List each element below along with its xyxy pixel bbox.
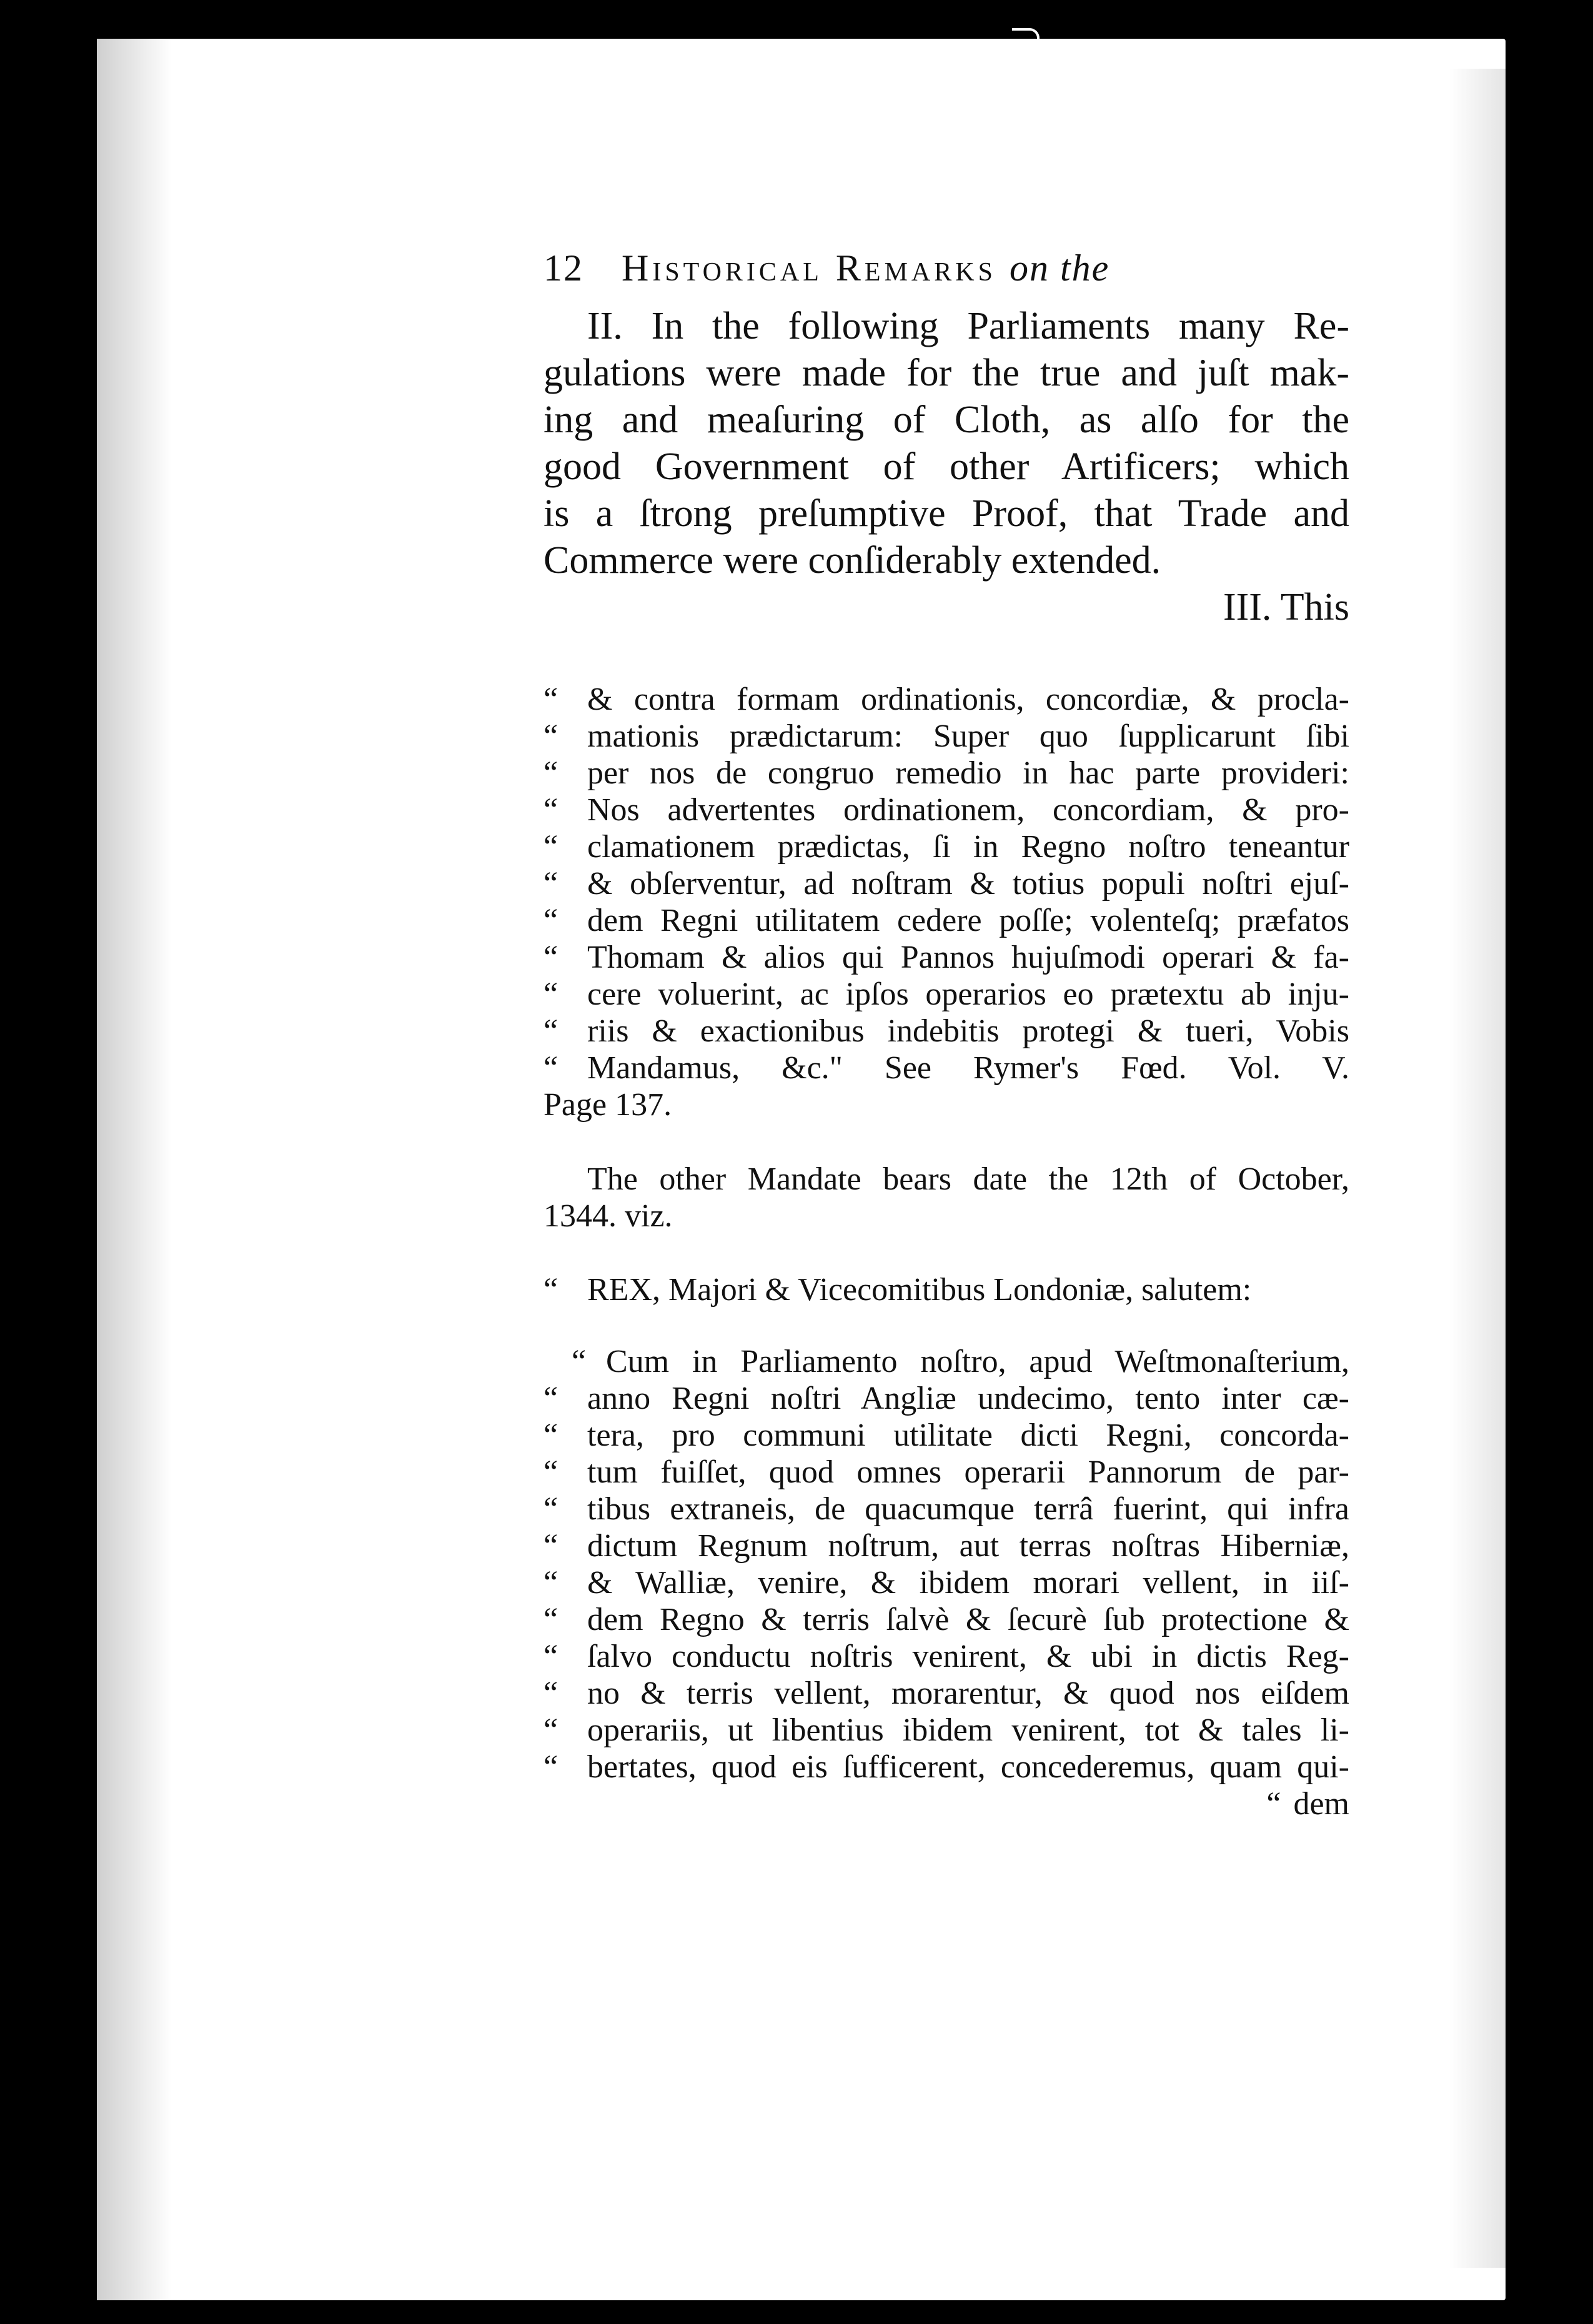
section-ii-line: ing and meaſuring of Cloth, as alſo for the (543, 399, 1349, 441)
quote-line: “ Thomam & alios qui Pannos hujuſmodi operari & fa- (543, 940, 1349, 975)
page-number: 12 (543, 247, 583, 289)
page-reference: Page 137. (543, 1087, 672, 1123)
quote-line: “ dem Regni utilitatem cedere poſſe; volenteſq; præfatos (543, 903, 1349, 938)
footnote-quote-2 (543, 1343, 1349, 1822)
scan-corner-mark (1012, 28, 1040, 42)
mandate-line: The other Mandate bears date the 12th of October, (587, 1161, 1349, 1197)
section-ii-line: gulations were made for the true and juſt mak- (543, 352, 1349, 394)
quote-line: “ bertates, quod eis ſufficerent, concederemus, quam qui- (543, 1749, 1349, 1785)
quote-line: “ cere voluerint, ac ipſos operarios eo prætextu ab inju- (543, 976, 1349, 1012)
quote-line: “ tum fuiſſet, quod omnes operarii Pannorum de par- (543, 1454, 1349, 1490)
page-gutter-shadow (97, 39, 172, 2300)
catchword: “ dem (1266, 1786, 1349, 1822)
quote-line: “ clamationem prædictas, ſi in Regno noſtro teneantur (543, 829, 1349, 865)
mandate-line: 1344. viz. (543, 1198, 673, 1234)
quote-line: “ & contra formam ordinationis, concordiæ, & procla- (543, 682, 1349, 717)
quote-line: “ tibus extraneis, de quacumque terrâ fuerint, qui infra (543, 1491, 1349, 1527)
quote-line: “ Nos advertentes ordinationem, concordiam, & pro- (543, 792, 1349, 828)
quote-line: “ riis & exactionibus indebitis protegi & tueri, Vobis (543, 1013, 1349, 1049)
running-title-tail: on the (1009, 247, 1110, 289)
section-ii-line: is a ſtrong preſumptive Proof, that Trade and (543, 492, 1349, 535)
footnote-quote-1 (543, 681, 1349, 1123)
quote-line: “ dem Regno & terris ſalvè & ſecurè ſub protectione & (543, 1602, 1349, 1637)
page-edge (1449, 69, 1506, 2268)
mandate-intro (543, 1161, 1349, 1234)
running-header (543, 247, 1349, 297)
quote-line: “ ſalvo conductu noſtris venirent, & ubi in dictis Reg- (543, 1639, 1349, 1674)
quote-line: “ operariis, ut libentius ibidem venirent, tot & tales li- (543, 1712, 1349, 1748)
quote-line: “ no & terris vellent, morarentur, & quod nos eiſdem (543, 1676, 1349, 1711)
section-ii-line: Commerce were conſiderably extended. (543, 539, 1161, 582)
section-ii-line: II. In the following Parliaments many Re- (587, 305, 1349, 347)
quote-line: “ per nos de congruo remedio in hac parte provideri: (543, 755, 1349, 791)
section-ii-paragraph (543, 303, 1349, 631)
running-title: Historical Remarks on the (622, 247, 1110, 289)
quote-line: “ Mandamus, &c." See Rymer's Fœd. Vol. V. (543, 1050, 1349, 1086)
quote-line: “ dictum Regnum noſtrum, aut terras noſtras Hiberniæ, (543, 1528, 1349, 1564)
quote-line: “ tera, pro communi utilitate dicti Regni, concorda- (543, 1418, 1349, 1453)
quote-line: “ & obſerventur, ad noſtram & totius populi noſtri ejuſ- (543, 866, 1349, 901)
quote-line: “ & Walliæ, venire, & ibidem morari vellent, in iiſ- (543, 1565, 1349, 1601)
rex-line: “ REX, Majori & Vicecomitibus Londoniæ, salutem: (543, 1272, 1252, 1308)
catchword: III. This (1223, 586, 1349, 628)
section-ii-line: good Government of other Artificers; which (543, 445, 1349, 488)
quote-line: “ Cum in Parliamento noſtro, apud Weſtmonaſterium, (572, 1344, 1349, 1379)
quote-line: “ mationis prædictarum: Super quo ſupplicarunt ſibi (543, 718, 1349, 754)
quote-line: “ anno Regni noſtri Angliæ undecimo, tento inter cæ- (543, 1381, 1349, 1416)
